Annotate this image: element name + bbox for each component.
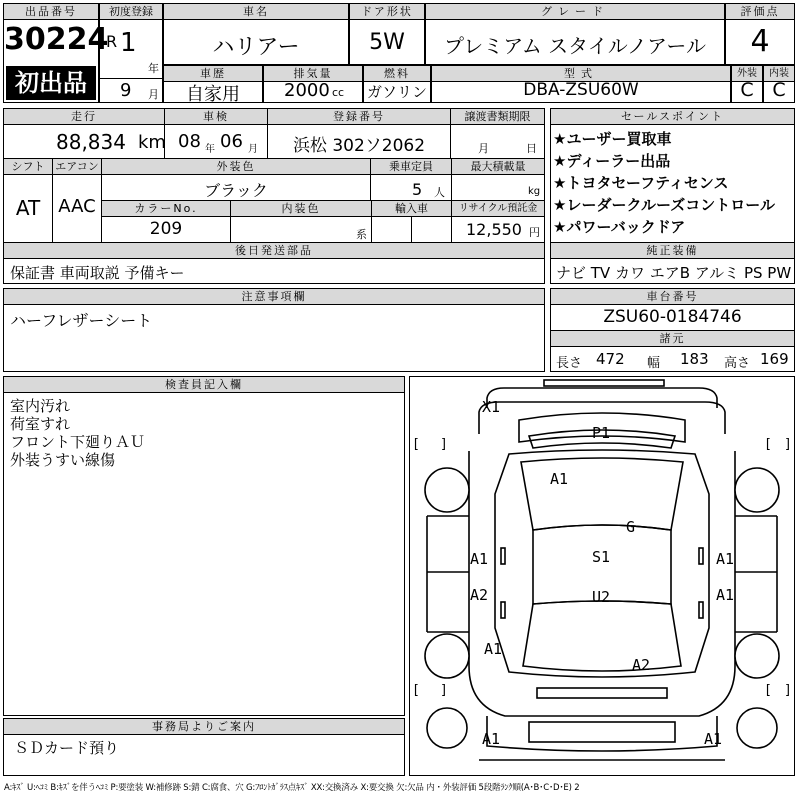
inspect-month-unit: 月 bbox=[248, 144, 258, 155]
fuel: ガソリン bbox=[366, 83, 427, 101]
name-label: 車名 bbox=[164, 4, 348, 20]
damage-mark: A1 bbox=[704, 730, 723, 748]
inspector-line: 荷室すれ bbox=[10, 415, 71, 433]
cc-unit: cc bbox=[332, 86, 345, 99]
bracket: [ bbox=[764, 683, 772, 698]
history-label: 車歴 bbox=[164, 66, 262, 82]
displacement-label: 排気量 bbox=[264, 66, 362, 82]
car-name: ハリアー bbox=[212, 35, 300, 60]
plate-label: 登録番号 bbox=[268, 109, 450, 125]
damage-mark: A1 bbox=[716, 586, 735, 604]
inspector-line: 室内汚れ bbox=[10, 397, 71, 415]
door-type: 5W bbox=[369, 30, 405, 55]
mileage-label: 走行 bbox=[4, 109, 164, 125]
damage-mark: A1 bbox=[550, 470, 569, 488]
selling-item: ★ユーザー買取車 bbox=[553, 130, 672, 148]
fuel-label: 燃料 bbox=[364, 66, 430, 82]
plate: 浜松 302ソ2062 bbox=[292, 136, 426, 156]
lot-label: 出品番号 bbox=[4, 4, 98, 20]
selling-item: ★ディーラー出品 bbox=[553, 152, 671, 170]
reg-era: R bbox=[106, 32, 118, 51]
inspect-month: 06 bbox=[220, 131, 243, 152]
shift-label: シフト bbox=[4, 159, 52, 175]
mileage: 88,834 bbox=[56, 130, 126, 154]
height-label: 高さ bbox=[724, 356, 751, 371]
notes-label: 注意事項欄 bbox=[4, 289, 544, 305]
seats-label: 乗車定員 bbox=[371, 159, 451, 175]
grade: プレミアム スタイルノアール bbox=[444, 34, 706, 58]
damage-mark: A2 bbox=[470, 586, 489, 604]
width: 183 bbox=[680, 350, 709, 368]
chassis-label: 車台番号 bbox=[551, 289, 794, 305]
reg-year: 1 bbox=[120, 28, 137, 58]
seats-unit: 人 bbox=[434, 186, 445, 199]
inspector-line: 外装うすい線傷 bbox=[10, 451, 116, 469]
first-listing-badge: 初出品 bbox=[6, 66, 96, 100]
damage-mark: G bbox=[626, 518, 636, 536]
reg-label: 初度登録 bbox=[100, 4, 162, 20]
seats: 5 bbox=[412, 180, 423, 199]
load-label: 最大積載量 bbox=[452, 159, 544, 175]
equip-label: 純正装備 bbox=[551, 243, 794, 259]
reg-month: 9 bbox=[120, 80, 132, 101]
bracket: [ bbox=[412, 437, 420, 452]
transfer-month: 月 bbox=[478, 142, 489, 155]
yen-unit: 円 bbox=[529, 226, 540, 239]
office-text: ＳＤカード預り bbox=[14, 739, 120, 757]
selling-item: ★レーダークルーズコントロール bbox=[553, 196, 775, 214]
colorno-label: カラーNo. bbox=[102, 201, 230, 217]
length: 472 bbox=[596, 350, 625, 368]
ext-label: 外装 bbox=[732, 66, 762, 82]
later-parts-label: 後日発送部品 bbox=[4, 243, 544, 259]
office-label: 事務局よりご案内 bbox=[4, 719, 404, 735]
legend: A:ｷｽﾞ U:ﾍｺﾐ B:ｷｽﾞを伴うﾍｺﾐ P:要塗装 W:補修跡 S:錆 C:腐食、穴 G:ﾌﾛﾝﾄｶﾞﾗｽ点ｷｽﾞ XX:交換済み X:要交換 欠:欠品 内・外装評価 5段階ﾗﾝｸ順(A･B･C･D･E) 2 bbox=[4, 783, 580, 793]
color-label: 外装色 bbox=[102, 159, 370, 175]
selling-item: ★トヨタセーフティセンス bbox=[553, 174, 729, 192]
bracket: ] bbox=[784, 683, 792, 698]
height: 169 bbox=[760, 350, 789, 368]
bracket: [ bbox=[412, 683, 420, 698]
score: 4 bbox=[750, 24, 770, 59]
damage-mark: U2 bbox=[592, 588, 611, 606]
bracket: ] bbox=[440, 683, 448, 698]
inspector-line: フロント下廻りＡＵ bbox=[10, 433, 146, 451]
intcolor-unit: 系 bbox=[356, 228, 367, 241]
displacement: 2000 bbox=[284, 80, 330, 101]
transfer-day: 日 bbox=[526, 142, 537, 155]
bracket: ] bbox=[440, 437, 448, 452]
km-unit: km bbox=[138, 132, 166, 153]
chassis-number: ZSU60-0184746 bbox=[603, 307, 742, 327]
damage-mark: A1 bbox=[484, 640, 503, 658]
bracket: [ bbox=[764, 437, 772, 452]
damage-mark: A1 bbox=[470, 550, 489, 568]
model-label: 型式 bbox=[432, 66, 730, 82]
color-number: 209 bbox=[149, 219, 183, 239]
dims-label: 諸元 bbox=[551, 331, 794, 347]
transfer-label: 譲渡書類期限 bbox=[451, 109, 544, 125]
body-color: ブラック bbox=[204, 181, 268, 200]
import-label: 輸入車 bbox=[372, 201, 451, 217]
selling-label: セールスポイント bbox=[551, 109, 794, 125]
year-unit: 年 bbox=[148, 62, 159, 75]
equipment: ナビ TV カワ エアB アルミ PS PW bbox=[556, 264, 792, 282]
damage-mark: P1 bbox=[592, 424, 611, 442]
damage-mark: A2 bbox=[632, 656, 651, 674]
damage-mark: S1 bbox=[592, 548, 611, 566]
int-score: C bbox=[772, 79, 786, 101]
damage-mark: A1 bbox=[482, 730, 501, 748]
ac-label: エアコン bbox=[53, 159, 101, 175]
score-label: 評価点 bbox=[726, 4, 794, 20]
later-parts: 保証書 車両取説 予備キー bbox=[10, 264, 185, 282]
inspector-label: 検査員記入欄 bbox=[4, 377, 404, 393]
ac: AAC bbox=[58, 196, 96, 217]
length-label: 長さ bbox=[556, 356, 583, 371]
notes-text: ハーフレザーシート bbox=[10, 311, 153, 330]
damage-mark: X1 bbox=[482, 398, 501, 416]
inspect-label: 車検 bbox=[165, 109, 267, 125]
intcolor-label: 内装色 bbox=[231, 201, 371, 217]
door-label: ドア形状 bbox=[350, 4, 424, 20]
ext-score: C bbox=[740, 79, 754, 101]
bracket: ] bbox=[784, 437, 792, 452]
load-unit: kg bbox=[528, 186, 541, 197]
selling-item: ★パワーバックドア bbox=[553, 218, 686, 236]
int-label: 内装 bbox=[764, 66, 794, 82]
lot-number: 30224 bbox=[4, 22, 109, 57]
shift: AT bbox=[15, 196, 41, 220]
inspect-year-unit: 年 bbox=[205, 144, 215, 155]
model: DBA-ZSU60W bbox=[523, 80, 639, 100]
inspect-year: 08 bbox=[178, 131, 201, 152]
month-unit: 月 bbox=[148, 88, 159, 101]
damage-mark: A1 bbox=[716, 550, 735, 568]
recycle-label: リサイクル預託金 bbox=[452, 201, 544, 217]
grade-label: グレード bbox=[426, 4, 724, 20]
history: 自家用 bbox=[186, 84, 240, 105]
width-label: 幅 bbox=[647, 356, 661, 371]
recycle-fee: 12,550 bbox=[466, 220, 522, 239]
